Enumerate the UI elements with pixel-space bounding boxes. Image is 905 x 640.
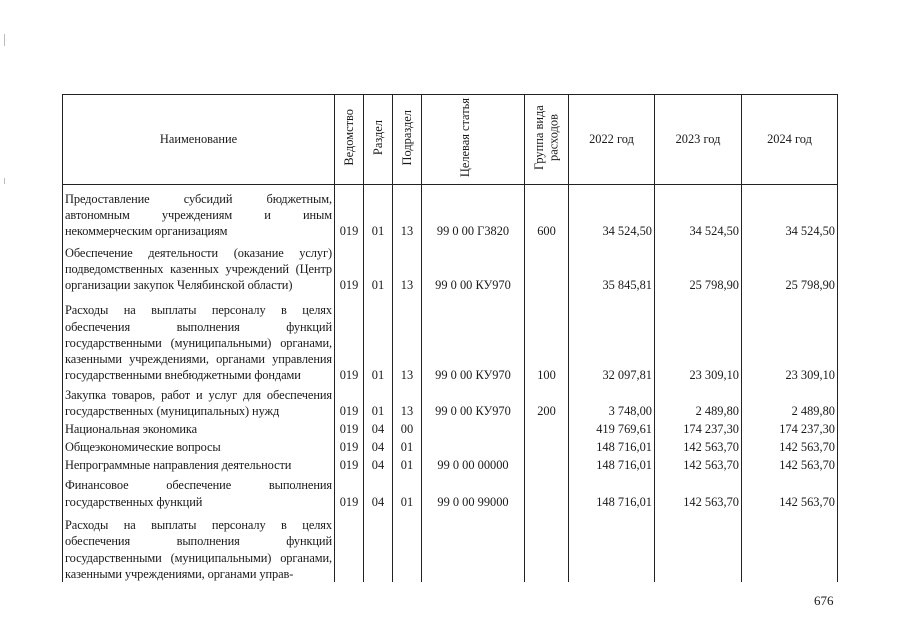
- row-group: [525, 456, 569, 474]
- table-row: [63, 456, 838, 474]
- row-2023: 2 489,80: [655, 384, 742, 420]
- row-group: [525, 474, 569, 510]
- row-target: 99 0 00 99000: [422, 474, 525, 510]
- row-2022: 35 845,81: [569, 239, 655, 293]
- row-target: 99 0 00 КУ970: [422, 384, 525, 420]
- row-section: 04: [364, 474, 393, 510]
- row-2022: 34 524,50: [569, 185, 655, 240]
- row-2022: 32 097,81: [569, 293, 655, 383]
- row-section: [364, 510, 393, 582]
- table-row: [63, 293, 838, 383]
- header-group: [525, 95, 569, 185]
- header-subsection: [393, 95, 422, 185]
- row-2022: [569, 510, 655, 582]
- table-header-row: [63, 95, 838, 185]
- header-subsection-label: Подраздел: [399, 109, 414, 166]
- row-dept: 019: [335, 293, 364, 383]
- row-name: Национальная экономика: [63, 420, 335, 438]
- row-name: Общеэкономические вопросы: [63, 438, 335, 456]
- row-dept: 019: [335, 474, 364, 510]
- header-group-label: Группа вида расходов: [531, 105, 560, 170]
- header-target-label: Целевая статья: [458, 97, 472, 178]
- row-2022: 148 716,01: [569, 474, 655, 510]
- row-2022: 419 769,61: [569, 420, 655, 438]
- row-dept: 019: [335, 456, 364, 474]
- header-section: [364, 95, 393, 185]
- row-group: 100: [525, 293, 569, 383]
- row-target: [422, 438, 525, 456]
- row-2023: 174 237,30: [655, 420, 742, 438]
- row-section: 01: [364, 239, 393, 293]
- row-dept: 019: [335, 384, 364, 420]
- row-group: [525, 438, 569, 456]
- budget-table: [62, 94, 838, 582]
- row-2024: [742, 510, 838, 582]
- row-2024: 142 563,70: [742, 474, 838, 510]
- row-group: [525, 420, 569, 438]
- row-name: Расходы на выплаты персоналу в целях обеспечения выполнения функций государственными (муниципальными) органами, казенными учреждениями, органами управ-: [63, 510, 335, 582]
- row-name: Закупка товаров, работ и услуг для обеспечения государственных (муниципальных) нужд: [63, 384, 335, 420]
- row-subsection: 13: [393, 239, 422, 293]
- row-name: Предоставление субсидий бюджетным, автономным учреждениям и иным некоммерческим организациям: [63, 185, 335, 240]
- row-section: 01: [364, 384, 393, 420]
- row-dept: 019: [335, 438, 364, 456]
- row-2024: 174 237,30: [742, 420, 838, 438]
- row-2022: 148 716,01: [569, 456, 655, 474]
- row-subsection: 13: [393, 384, 422, 420]
- row-2023: 142 563,70: [655, 474, 742, 510]
- row-target: 99 0 00 КУ970: [422, 239, 525, 293]
- table-row: [63, 239, 838, 293]
- row-dept: 019: [335, 185, 364, 240]
- row-target: 99 0 00 00000: [422, 456, 525, 474]
- row-target: 99 0 00 Г3820: [422, 185, 525, 240]
- row-name: Непрограммные направления деятельности: [63, 456, 335, 474]
- table-row: [63, 438, 838, 456]
- row-2023: 25 798,90: [655, 239, 742, 293]
- table-row: [63, 474, 838, 510]
- header-2022: 2022 год: [569, 95, 655, 185]
- scan-mark-left: [4, 34, 5, 46]
- row-2023: 34 524,50: [655, 185, 742, 240]
- row-target: [422, 510, 525, 582]
- header-section-label: Раздел: [370, 119, 385, 156]
- row-subsection: 01: [393, 456, 422, 474]
- row-group: [525, 239, 569, 293]
- row-name: Финансовое обеспечение выполнения государственных функций: [63, 474, 335, 510]
- table-row: [63, 420, 838, 438]
- row-2024: 2 489,80: [742, 384, 838, 420]
- row-target: [422, 420, 525, 438]
- row-section: 01: [364, 185, 393, 240]
- row-dept: 019: [335, 420, 364, 438]
- row-target: 99 0 00 КУ970: [422, 293, 525, 383]
- row-2024: 34 524,50: [742, 185, 838, 240]
- header-target: [422, 95, 525, 185]
- header-2023: 2023 год: [655, 95, 742, 185]
- row-name: Обеспечение деятельности (оказание услуг) подведомственных казенных учреждений (Центр организации закупок Челябинской области): [63, 239, 335, 293]
- row-2024: 142 563,70: [742, 456, 838, 474]
- row-subsection: 01: [393, 474, 422, 510]
- row-2023: 23 309,10: [655, 293, 742, 383]
- row-group: [525, 510, 569, 582]
- header-2024: 2024 год: [742, 95, 838, 185]
- page-number: 676: [814, 593, 834, 608]
- row-dept: 019: [335, 239, 364, 293]
- row-subsection: 01: [393, 438, 422, 456]
- row-2023: [655, 510, 742, 582]
- row-subsection: 13: [393, 293, 422, 383]
- row-section: 04: [364, 438, 393, 456]
- row-2024: 142 563,70: [742, 438, 838, 456]
- scan-mark-left-2: [4, 178, 5, 184]
- row-subsection: 00: [393, 420, 422, 438]
- header-dept-label: Ведомство: [341, 109, 356, 166]
- row-2022: 3 748,00: [569, 384, 655, 420]
- row-section: 01: [364, 293, 393, 383]
- table-row: [63, 510, 838, 582]
- row-group: 600: [525, 185, 569, 240]
- row-subsection: [393, 510, 422, 582]
- row-2024: 23 309,10: [742, 293, 838, 383]
- table-row: [63, 384, 838, 420]
- header-dept: [335, 95, 364, 185]
- row-name: Расходы на выплаты персоналу в целях обеспечения выполнения функций государственными (муниципальными) органами, казенными учреждениями, органами управления государственными внебюджетными фондами: [63, 293, 335, 383]
- row-2023: 142 563,70: [655, 456, 742, 474]
- row-section: 04: [364, 456, 393, 474]
- row-subsection: 13: [393, 185, 422, 240]
- row-2024: 25 798,90: [742, 239, 838, 293]
- row-2023: 142 563,70: [655, 438, 742, 456]
- table-row: [63, 185, 838, 240]
- row-section: 04: [364, 420, 393, 438]
- row-group: 200: [525, 384, 569, 420]
- row-dept: [335, 510, 364, 582]
- row-2022: 148 716,01: [569, 438, 655, 456]
- header-name: Наименование: [63, 95, 335, 185]
